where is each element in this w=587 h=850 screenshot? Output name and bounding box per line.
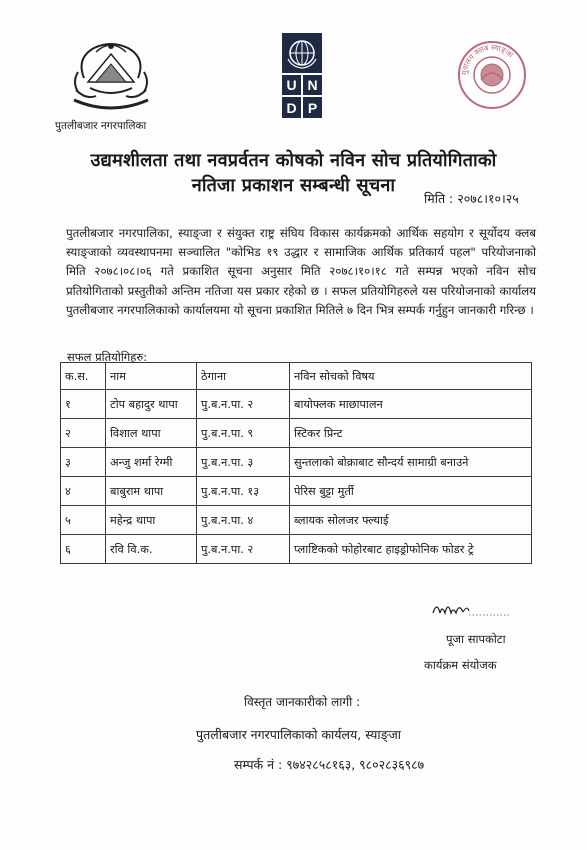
cell-topic: बायोफ्लक माछापालन xyxy=(290,390,532,419)
cell-address: पु.ब.न.पा. १३ xyxy=(197,477,290,506)
nepal-emblem-icon xyxy=(66,38,156,116)
undp-letter-p: P xyxy=(307,100,318,116)
table-header-row xyxy=(61,363,532,390)
cell-serial: २ xyxy=(61,419,106,448)
undp-letter-d: D xyxy=(286,100,297,116)
cell-name: विशाल थापा xyxy=(106,419,197,448)
cell-name: महेन्द्र थापा xyxy=(106,506,197,535)
table-row xyxy=(61,390,532,419)
table-row xyxy=(61,448,532,477)
header-topic: नविन सोचको विषय xyxy=(290,363,532,390)
signatory-role: कार्यक्रम संयोजक xyxy=(424,658,497,672)
table-row xyxy=(61,506,532,535)
cell-address: पु.ब.न.पा. ९ xyxy=(197,419,290,448)
table-row xyxy=(61,477,532,506)
cell-serial: ५ xyxy=(61,506,106,535)
cell-address: पु.ब.न.पा. ३ xyxy=(197,448,290,477)
signatory-name: पूजा सापकोटा xyxy=(446,632,506,646)
undp-letter-n: N xyxy=(307,77,318,93)
cell-address: पु.ब.न.पा. ४ xyxy=(197,506,290,535)
header-name: नाम xyxy=(106,363,197,390)
notice-date: मिति : २०७८।१०।२५ xyxy=(424,191,519,206)
results-label: सफल प्रतियोगिहरु: xyxy=(67,350,148,364)
undp-letter-u: U xyxy=(286,77,297,93)
contact-office: पुतलीबजार नगरपालिकाको कार्यलय, स्याङ्जा xyxy=(196,727,402,742)
table-row xyxy=(61,419,532,448)
cell-name: बाबुराम थापा xyxy=(106,477,197,506)
cell-serial: १ xyxy=(61,390,106,419)
seal-text: युवालय क्लब स्याङ्जा xyxy=(459,42,516,76)
results-table xyxy=(60,362,532,564)
cell-topic: पेरिस बुट्टा मुर्ती xyxy=(290,477,532,506)
municipality-caption: पुतलीबजार नगरपालिका xyxy=(55,120,147,132)
cell-topic: स्टिकर प्रिन्ट xyxy=(290,419,532,448)
contact-heading: विस्तृत जानकारीको लागी : xyxy=(244,695,361,709)
cell-serial: ४ xyxy=(61,477,106,506)
cell-topic: प्लाष्टिकको फोहोरबाट हाइड्रोफोनिक फोडर ट्रे xyxy=(290,535,532,564)
header-address: ठेगाना xyxy=(197,363,290,390)
club-seal-icon xyxy=(457,40,527,110)
cell-address: पु.ब.न.पा. २ xyxy=(197,535,290,564)
cell-name: रवि वि.क. xyxy=(106,535,197,564)
cell-name: अन्जु शर्मा रेग्मी xyxy=(106,448,197,477)
table-row xyxy=(61,535,532,564)
notice-title-line2: नतिजा प्रकाशन सम्बन्धी सूचना xyxy=(191,175,396,196)
cell-topic: ब्लायक सोलजर फ्ल्याई xyxy=(290,506,532,535)
notice-title-line1: उद्यमशीलता तथा नवप्रर्वतन कोषको नविन सोच प्रतियोगिताको xyxy=(90,150,497,171)
undp-logo-icon xyxy=(282,33,322,119)
cell-topic: सुन्तलाको बोक्राबाट सौन्दर्य सामाग्री बनाउने xyxy=(290,448,532,477)
signature-mark xyxy=(431,595,511,619)
contact-phone: सम्पर्क नं : ९७४२८५८१६३, ९८०२८३६९८७ xyxy=(234,757,425,772)
cell-serial: ६ xyxy=(61,535,106,564)
header-serial: क.स. xyxy=(61,363,106,390)
cell-address: पु.ब.न.पा. २ xyxy=(197,390,290,419)
notice-body: पुतलीबजार नगरपालिका, स्याङ्जा र संयुक्त राष्ट्र संघिय विकास कार्यक्रमको आर्थिक सहयोग र सूर्योदय क्लब स्याङ्जाको व्यवस्थापनमा सञ्चालित "कोभिड १९ उद्धार र सामाजिक आर्थिक प्रतिकार्य पहल" परियोजनाको मिति २०७८।०८।०६ गते प्रकाशित सूचना अनुसार मिति २०७८।१०।१८ गते सम्पन्न भएको नविन सोच प्रतियोगिताको प्रस्तुतीको अन्तिम नतिजा यस प्रकार रहेको छ । सफल प्रतियोगिहरुले यस परियोजनाको कार्यालय पुतलीबजार नगरपालिकाको कार्यालयमा यो सूचना प्रकाशित मितिले ७ दिन भित्र सम्पर्क गर्नुहुन जानकारी गरिन्छ । xyxy=(66,226,536,317)
cell-serial: ३ xyxy=(61,448,106,477)
cell-name: टोप बहादुर थापा xyxy=(106,390,197,419)
